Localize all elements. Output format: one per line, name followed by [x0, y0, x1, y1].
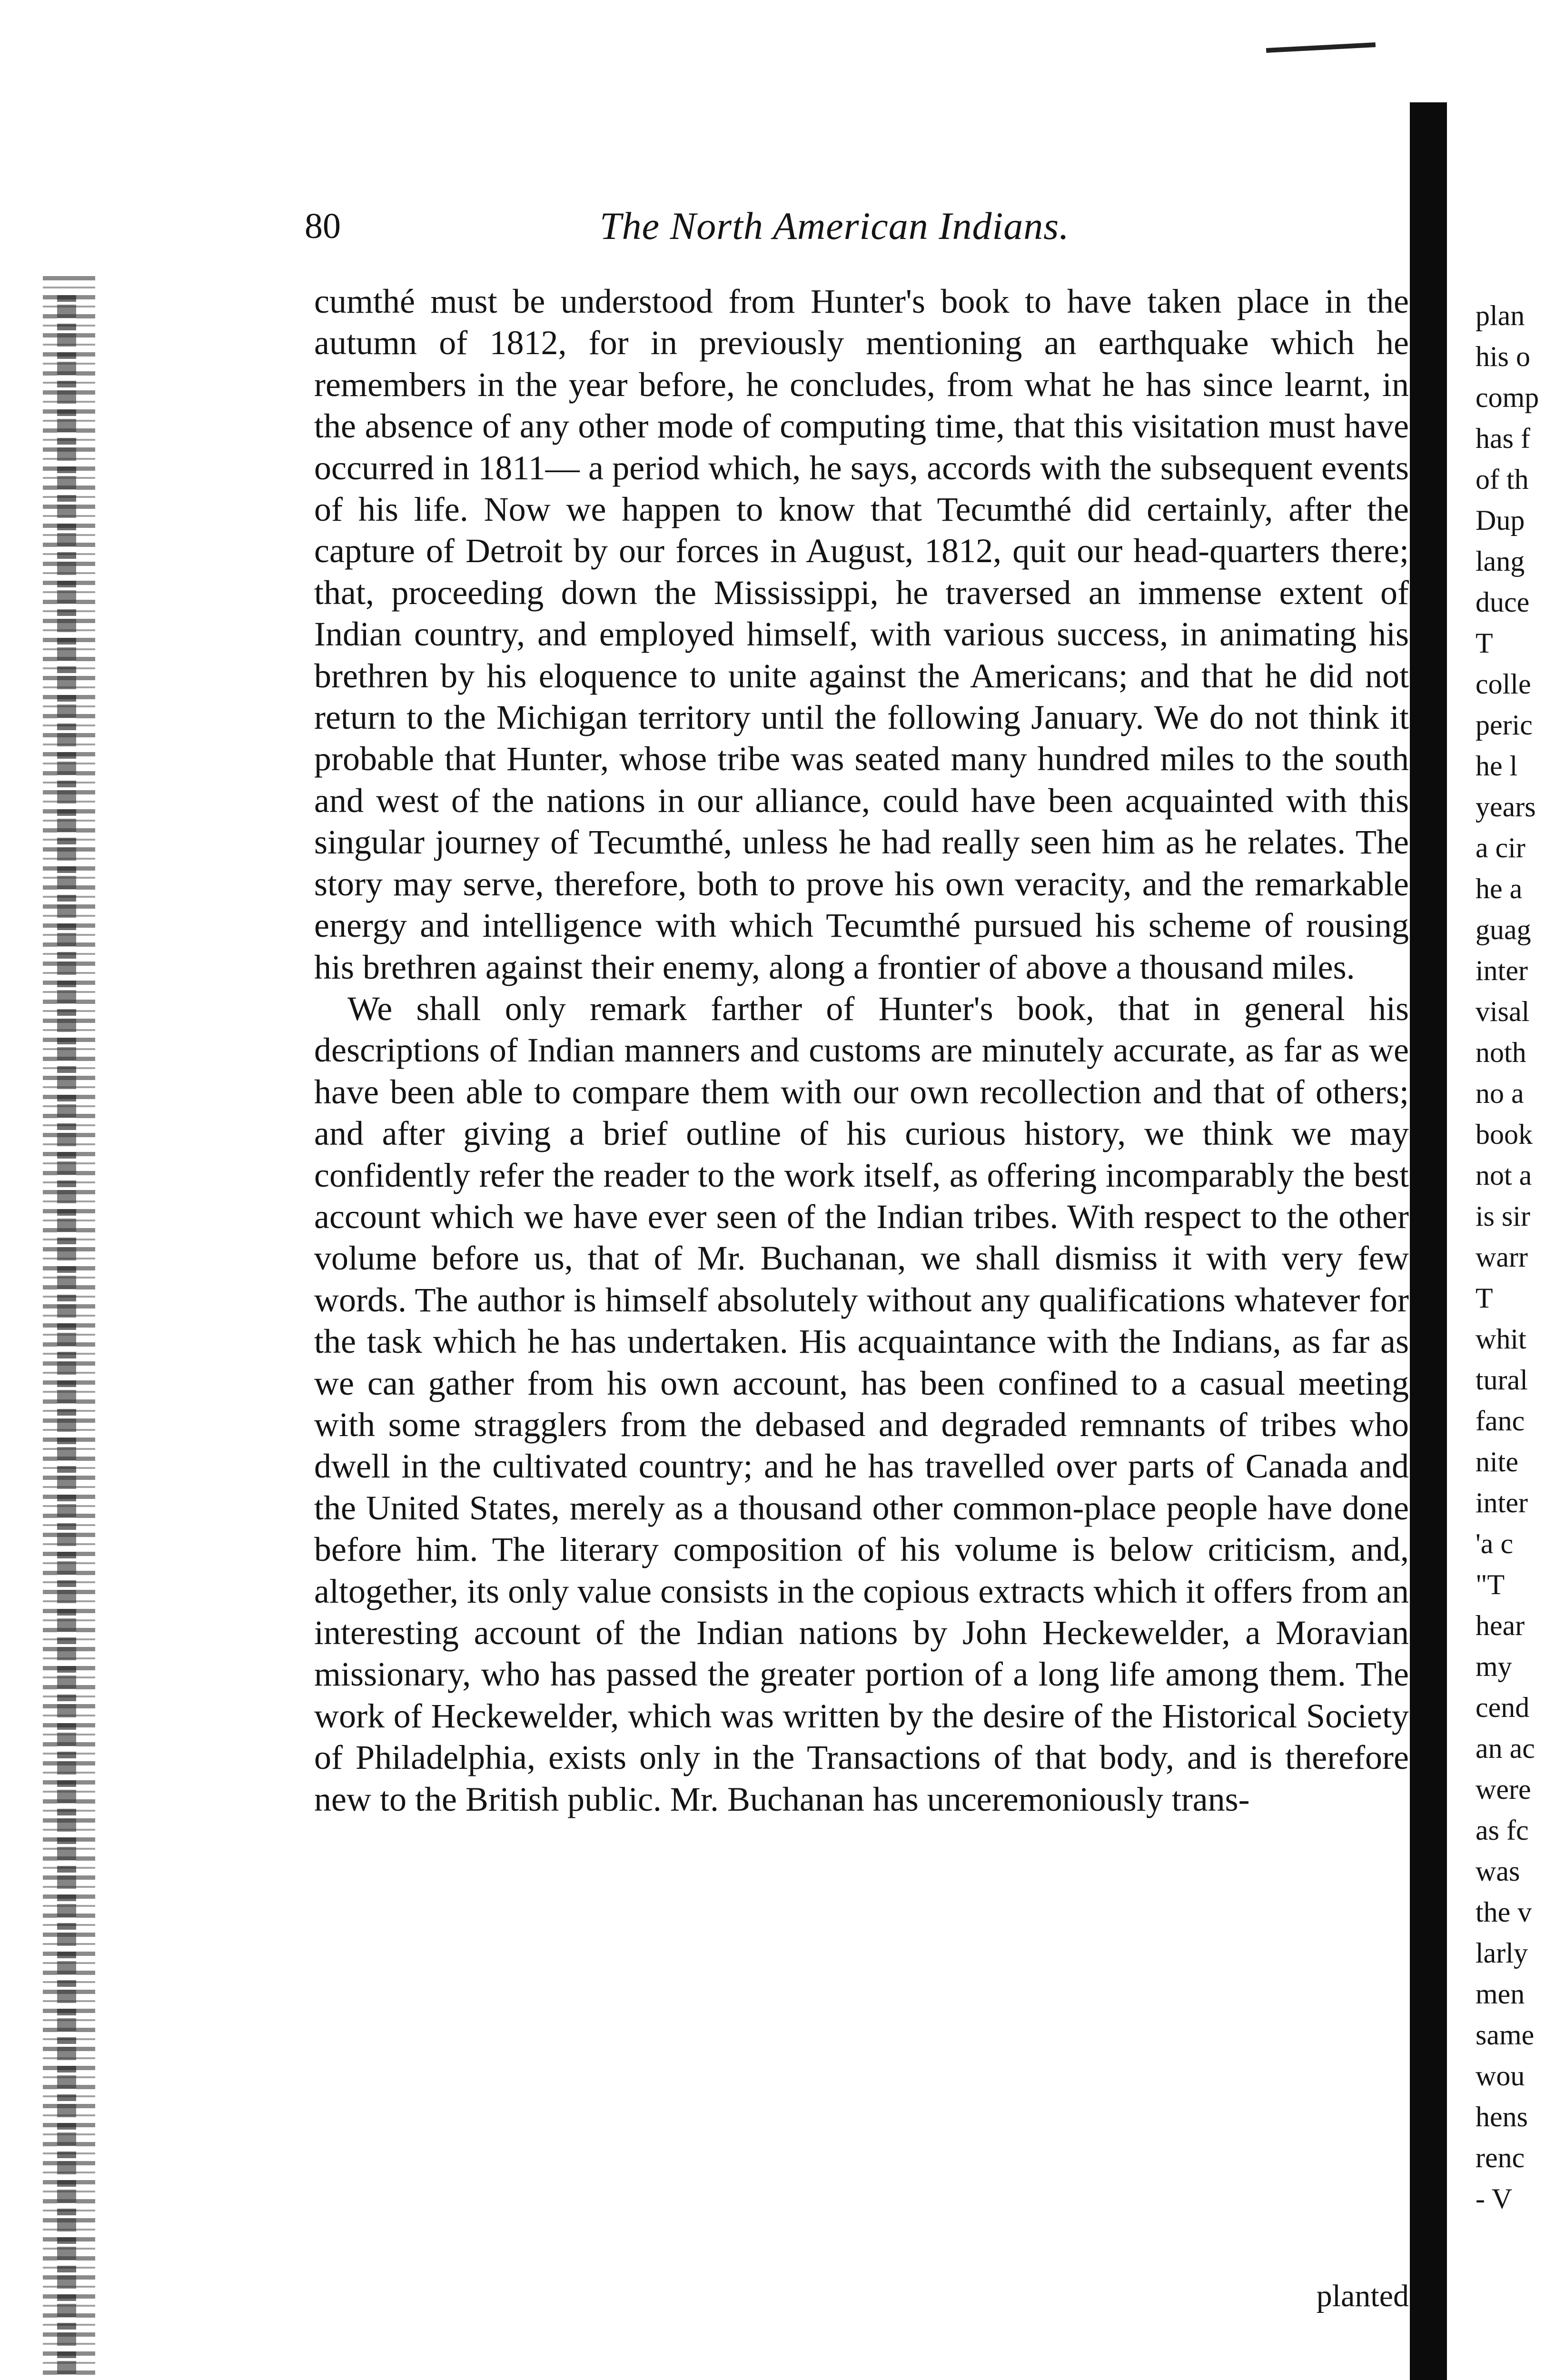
catchword: planted [1316, 2279, 1409, 2313]
facing-page-line: warr [1476, 1241, 1528, 1273]
gutter-shadow [1410, 102, 1447, 2380]
facing-page-line: was [1476, 1855, 1520, 1887]
facing-page-line: nite [1476, 1446, 1518, 1478]
facing-page-line: as fc [1476, 1815, 1529, 1846]
facing-page-line: inter [1476, 955, 1528, 986]
facing-page-line: hear [1476, 1610, 1525, 1641]
scan-smudge [1266, 42, 1376, 53]
facing-page-line: "T [1476, 1569, 1505, 1600]
page-number: 80 [305, 206, 341, 246]
facing-page-line: years [1476, 791, 1536, 823]
facing-page-line: lang [1476, 545, 1525, 577]
facing-page-line: no a [1476, 1078, 1524, 1109]
facing-page-line: comp [1476, 382, 1539, 413]
facing-page-line: he a [1476, 873, 1523, 904]
facing-page-line: not a [1476, 1160, 1532, 1191]
body-text [314, 281, 1409, 1820]
facing-page-line: T [1476, 627, 1493, 659]
facing-page-line: cend [1476, 1692, 1530, 1723]
facing-page-line: inter [1476, 1487, 1528, 1518]
facing-page-line: his o [1476, 341, 1531, 372]
facing-page-line: is sir [1476, 1200, 1531, 1232]
facing-page-line: fanc [1476, 1405, 1525, 1437]
running-title: The North American Indians. [600, 204, 1070, 248]
running-head [305, 200, 1409, 252]
facing-page-line: visal [1476, 996, 1530, 1027]
paragraph-1: cumthé must be understood from Hunter's book to have taken place in the autumn of 1812, for in previously mentioning an earthquake which he remembers in the year before, he concludes, from what he has since learnt, in the absence of any other mode of computing time, that this visitation must have occurred in 1811— a period which, he says, accords with the subsequent events of his life. Now we happen to know that Tecumthé did certainly, after the capture of Detroit by our forces in August, 1812, quit our head-quarters there; that, proceeding down the Mississippi, he traversed an immense extent of Indian country, and employed himself, with various success, in animating his brethren by his eloquence to unite against the Americans; and that he did not return to the Michigan territory until the following January. We do not think it probable that Hunter, whose tribe was seated many hundred miles to the south and west of the nations in our alliance, could have been acquainted with this singular journey of Tecumthé, unless he had really seen him as he relates. The story may serve, therefore, both to prove his own veracity, and the remarkable energy and intelligence with which Tecumthé pursued his scheme of rousing his brethren against their enemy, along a frontier of above a thousand miles. [314, 282, 1409, 986]
facing-page-line: colle [1476, 668, 1531, 700]
facing-page-line: a cir [1476, 832, 1525, 863]
facing-page-line: guag [1476, 914, 1531, 945]
facing-page-line: duce [1476, 586, 1530, 618]
paragraph-2: We shall only remark farther of Hunter's book, that in general his descriptions of Indian manners and customs are minutely accurate, as far as we have been able to compare them with our own recollection and that of others; and after giving a brief outline of his curious history, we think we may confidently refer the reader to the work itself, as offering incomparably the best account which we have ever seen of the Indian tribes. With respect to the other volume before us, that of Mr. Buchanan, we shall dismiss it with very few words. The author is himself absolutely without any qualifications whatever for the task which he has undertaken. His acquaintance with the Indians, as far as we can gather from his own account, has been confined to a casual meeting with some stragglers from the debased and degraded remnants of tribes who dwell in the cultivated country; and he has travelled over parts of Canada and the United States, merely as a thousand other common-place people have done before him. The literary composition of his volume is below criticism, and, altogether, its only value consists in the copious extracts which it offers from an interesting account of the Indian nations by John Heckewelder, a Moravian missionary, who has passed the greater portion of a long life among them. The work of Heckewelder, which was written by the desire of the Historical Society of Philadelphia, exists only in the Transactions of that body, and is therefore new to the British public. Mr. Buchanan has unceremoniously trans- [314, 989, 1409, 1818]
facing-page-line: he l [1476, 750, 1518, 782]
facing-page-line: my [1476, 1651, 1512, 1682]
facing-page-line: wou [1476, 2060, 1525, 2092]
facing-page-line: 'a c [1476, 1528, 1514, 1559]
facing-page-line: - V [1476, 2183, 1513, 2214]
facing-page-line: peric [1476, 709, 1533, 741]
facing-page-line: renc [1476, 2142, 1525, 2173]
binding-edge-core [57, 295, 76, 2380]
facing-page-line: whit [1476, 1323, 1526, 1355]
facing-page-line: plan [1476, 300, 1525, 331]
facing-page-line: of th [1476, 464, 1529, 495]
facing-page-line: were [1476, 1774, 1531, 1805]
facing-page-line: hens [1476, 2101, 1528, 2132]
facing-page-line: same [1476, 2019, 1535, 2051]
facing-page-line: book [1476, 1119, 1533, 1150]
facing-page-line: T [1476, 1282, 1493, 1314]
facing-page-line: men [1476, 1978, 1525, 2010]
facing-page-line: has f [1476, 423, 1530, 454]
facing-page-line: larly [1476, 1937, 1528, 1969]
facing-page-line: noth [1476, 1037, 1526, 1068]
facing-page-line: an ac [1476, 1733, 1535, 1764]
facing-page-fragment [1476, 295, 1545, 2380]
facing-page-line: the v [1476, 1896, 1532, 1928]
facing-page-line: Dup [1476, 505, 1525, 536]
facing-page-line: tural [1476, 1364, 1528, 1396]
